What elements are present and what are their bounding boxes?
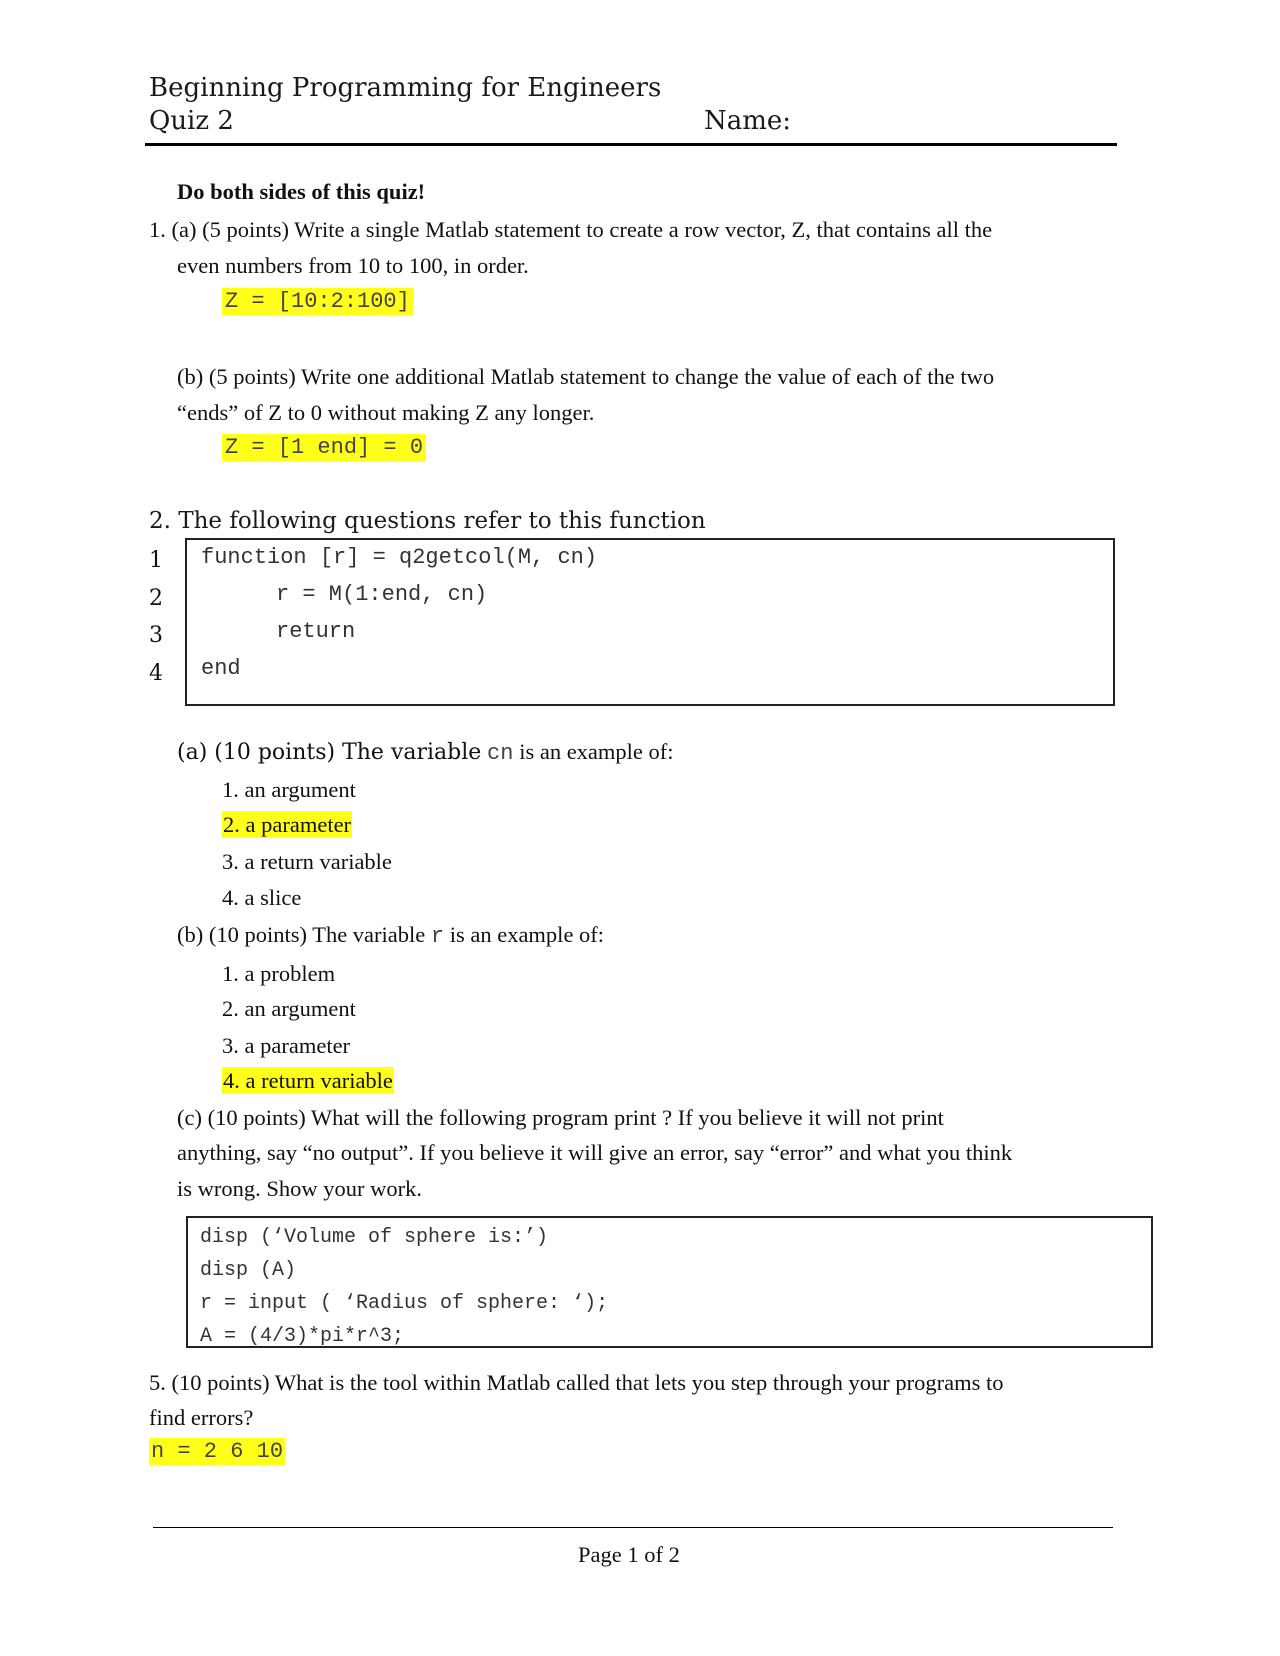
q2-intro: 2. The following questions refer to this function xyxy=(149,508,706,534)
q2b-option: 1. a problem xyxy=(222,961,336,986)
q2c-line2: anything, say “no output”. If you believe it will give an error, say “error” and what you think xyxy=(177,1140,1013,1165)
footer-rule xyxy=(153,1527,1113,1528)
q5-line2: find errors? xyxy=(149,1405,254,1430)
q1b-line2: “ends” of Z to 0 without making Z any longer. xyxy=(177,400,595,425)
header-rule xyxy=(145,143,1117,146)
q2a-option: 3. a return variable xyxy=(222,849,392,874)
q2b-option: 2. an argument xyxy=(222,996,356,1021)
q1a-line2: even numbers from 10 to 100, in order. xyxy=(177,253,529,278)
q2b-prefix: (b) (10 points) The variable xyxy=(177,922,426,947)
quiz-title: Quiz 2 xyxy=(149,106,234,136)
q2c-line3: is wrong. Show your work. xyxy=(177,1176,422,1201)
code-line: function [r] = q2getcol(M, cn) xyxy=(201,545,598,570)
page-number: Page 1 of 2 xyxy=(578,1542,680,1567)
line-number: 2 xyxy=(149,586,163,611)
q2c-line1: (c) (10 points) What will the following program print ? If you believe it will not print xyxy=(177,1105,944,1130)
instruction: Do both sides of this quiz! xyxy=(177,179,426,204)
q5-answer: n = 2 6 10 xyxy=(151,1439,284,1464)
q1b-line1: (b) (5 points) Write one additional Matlab statement to change the value of each of the two xyxy=(177,364,995,389)
q2b-option-selected: 4. a return variable xyxy=(223,1068,393,1093)
q5-line1: 5. (10 points) What is the tool within Matlab called that lets you step through your programs to xyxy=(149,1370,1004,1395)
q2b-suffix: is an example of: xyxy=(449,922,605,947)
line-number: 4 xyxy=(149,661,163,686)
code-line: r = M(1:end, cn) xyxy=(276,582,488,607)
q1a-answer: Z = [10:2:100] xyxy=(222,288,413,315)
code-line: disp (A) xyxy=(200,1259,297,1282)
q2a-question xyxy=(177,738,674,766)
q2a-suffix: is an example of: xyxy=(519,739,674,764)
line-number: 1 xyxy=(149,548,163,573)
code-line: end xyxy=(201,656,241,681)
q2a-option-selected: 2. a parameter xyxy=(223,812,352,837)
q2a-variable: cn xyxy=(487,741,514,766)
q1b-answer: Z = [1 end] = 0 xyxy=(222,434,426,461)
name-label: Name: xyxy=(704,106,792,136)
code-line: r = input ( ‘Radius of sphere: ‘); xyxy=(200,1292,609,1315)
q2b-variable: r xyxy=(430,924,445,949)
q2b-option: 3. a parameter xyxy=(222,1033,351,1058)
q2a-option: 4. a slice xyxy=(222,885,302,910)
course-title: Beginning Programming for Engineers xyxy=(149,73,662,103)
code-line: return xyxy=(276,619,356,644)
code-line: A = (4/3)*pi*r^3; xyxy=(200,1325,405,1348)
q2b-question xyxy=(177,921,604,950)
q2a-prefix: (a) (10 points) The variable xyxy=(177,740,482,765)
code-line: disp (‘Volume of sphere is:’) xyxy=(200,1226,549,1249)
line-number: 3 xyxy=(149,623,163,648)
q2a-option: 1. an argument xyxy=(222,777,356,802)
q1a-line1: 1. (a) (5 points) Write a single Matlab statement to create a row vector, Z, that contains all the xyxy=(149,217,993,242)
